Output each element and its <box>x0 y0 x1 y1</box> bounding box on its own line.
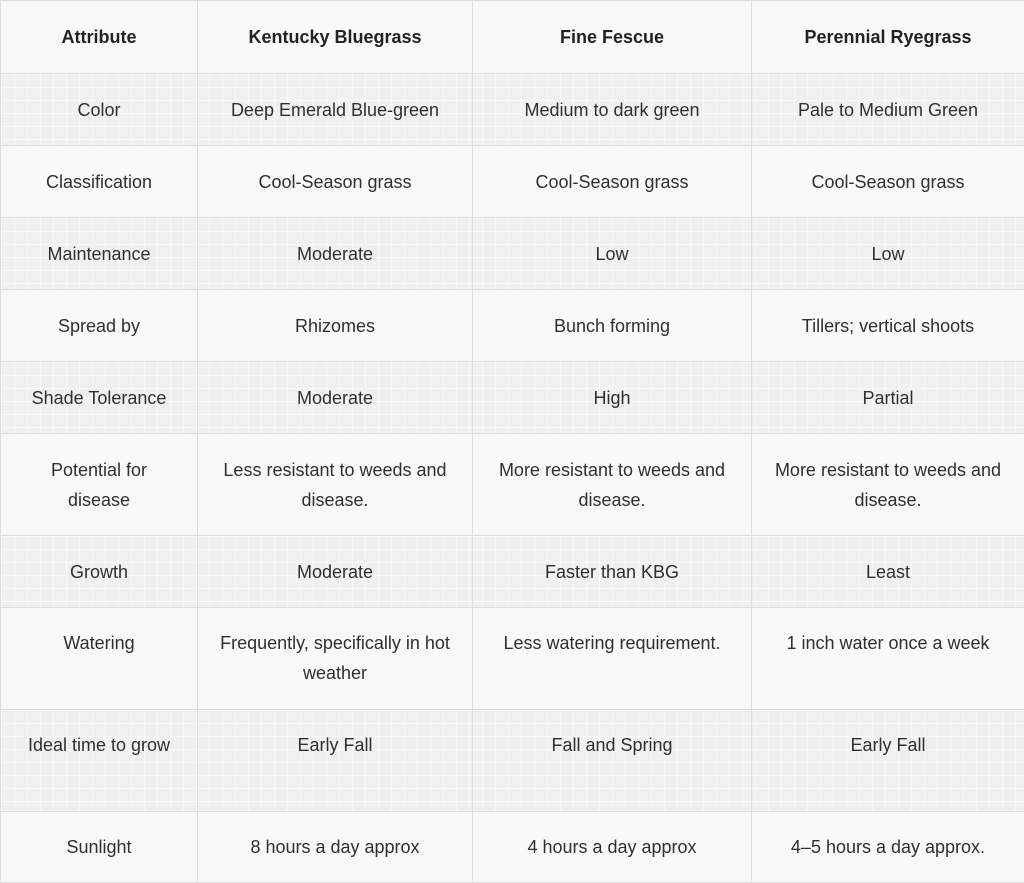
table-cell: Low <box>473 218 752 290</box>
row-label-maintenance: Maintenance <box>1 218 198 290</box>
table-cell: Partial <box>752 362 1024 434</box>
table-cell: Least <box>752 536 1024 608</box>
row-label-sunlight: Sunlight <box>1 812 198 883</box>
table-row <box>1 536 1024 608</box>
row-label-spread-by: Spread by <box>1 290 198 362</box>
table-row <box>1 608 1024 710</box>
table-cell: Moderate <box>198 362 473 434</box>
table-cell: Fall and Spring <box>473 710 752 812</box>
table-cell: Faster than KBG <box>473 536 752 608</box>
table-row <box>1 812 1024 883</box>
table-row <box>1 434 1024 536</box>
table-cell: Bunch forming <box>473 290 752 362</box>
table-row <box>1 146 1024 218</box>
header-fine-fescue: Fine Fescue <box>473 1 752 74</box>
table-cell: Medium to dark green <box>473 74 752 146</box>
row-label-classification: Classification <box>1 146 198 218</box>
header-perennial-ryegrass: Perennial Ryegrass <box>752 1 1024 74</box>
table-cell: Rhizomes <box>198 290 473 362</box>
table-cell: Moderate <box>198 218 473 290</box>
row-label-potential-for-disease: Potential for disease <box>1 434 198 536</box>
table-cell: More resistant to weeds and disease. <box>473 434 752 536</box>
row-label-color: Color <box>1 74 198 146</box>
table-cell: Cool-Season grass <box>473 146 752 218</box>
table-cell: Frequently, specifically in hot weather <box>198 608 473 710</box>
table-row <box>1 218 1024 290</box>
table-row <box>1 710 1024 812</box>
header-kentucky-bluegrass: Kentucky Bluegrass <box>198 1 473 74</box>
table-cell: Less resistant to weeds and disease. <box>198 434 473 536</box>
table-cell: Early Fall <box>198 710 473 812</box>
table-cell: More resistant to weeds and disease. <box>752 434 1024 536</box>
table-cell: Cool-Season grass <box>198 146 473 218</box>
table-cell: 4 hours a day approx <box>473 812 752 883</box>
table-cell: Early Fall <box>752 710 1024 812</box>
table-cell: High <box>473 362 752 434</box>
table-cell: Pale to Medium Green <box>752 74 1024 146</box>
table-cell: Moderate <box>198 536 473 608</box>
table-cell: 4–5 hours a day approx. <box>752 812 1024 883</box>
row-label-watering: Watering <box>1 608 198 710</box>
table-row <box>1 362 1024 434</box>
table-cell: Low <box>752 218 1024 290</box>
table-row <box>1 290 1024 362</box>
row-label-growth: Growth <box>1 536 198 608</box>
table-cell: Deep Emerald Blue-green <box>198 74 473 146</box>
table-cell: 1 inch water once a week <box>752 608 1024 710</box>
row-label-shade-tolerance: Shade Tolerance <box>1 362 198 434</box>
table-cell: Tillers; vertical shoots <box>752 290 1024 362</box>
header-attribute: Attribute <box>1 1 198 74</box>
table-cell: Cool-Season grass <box>752 146 1024 218</box>
table-cell: 8 hours a day approx <box>198 812 473 883</box>
table-row <box>1 74 1024 146</box>
row-label-ideal-time-to-grow: Ideal time to grow <box>1 710 198 812</box>
table-cell: Less watering requirement. <box>473 608 752 710</box>
header-row <box>1 1 1024 74</box>
